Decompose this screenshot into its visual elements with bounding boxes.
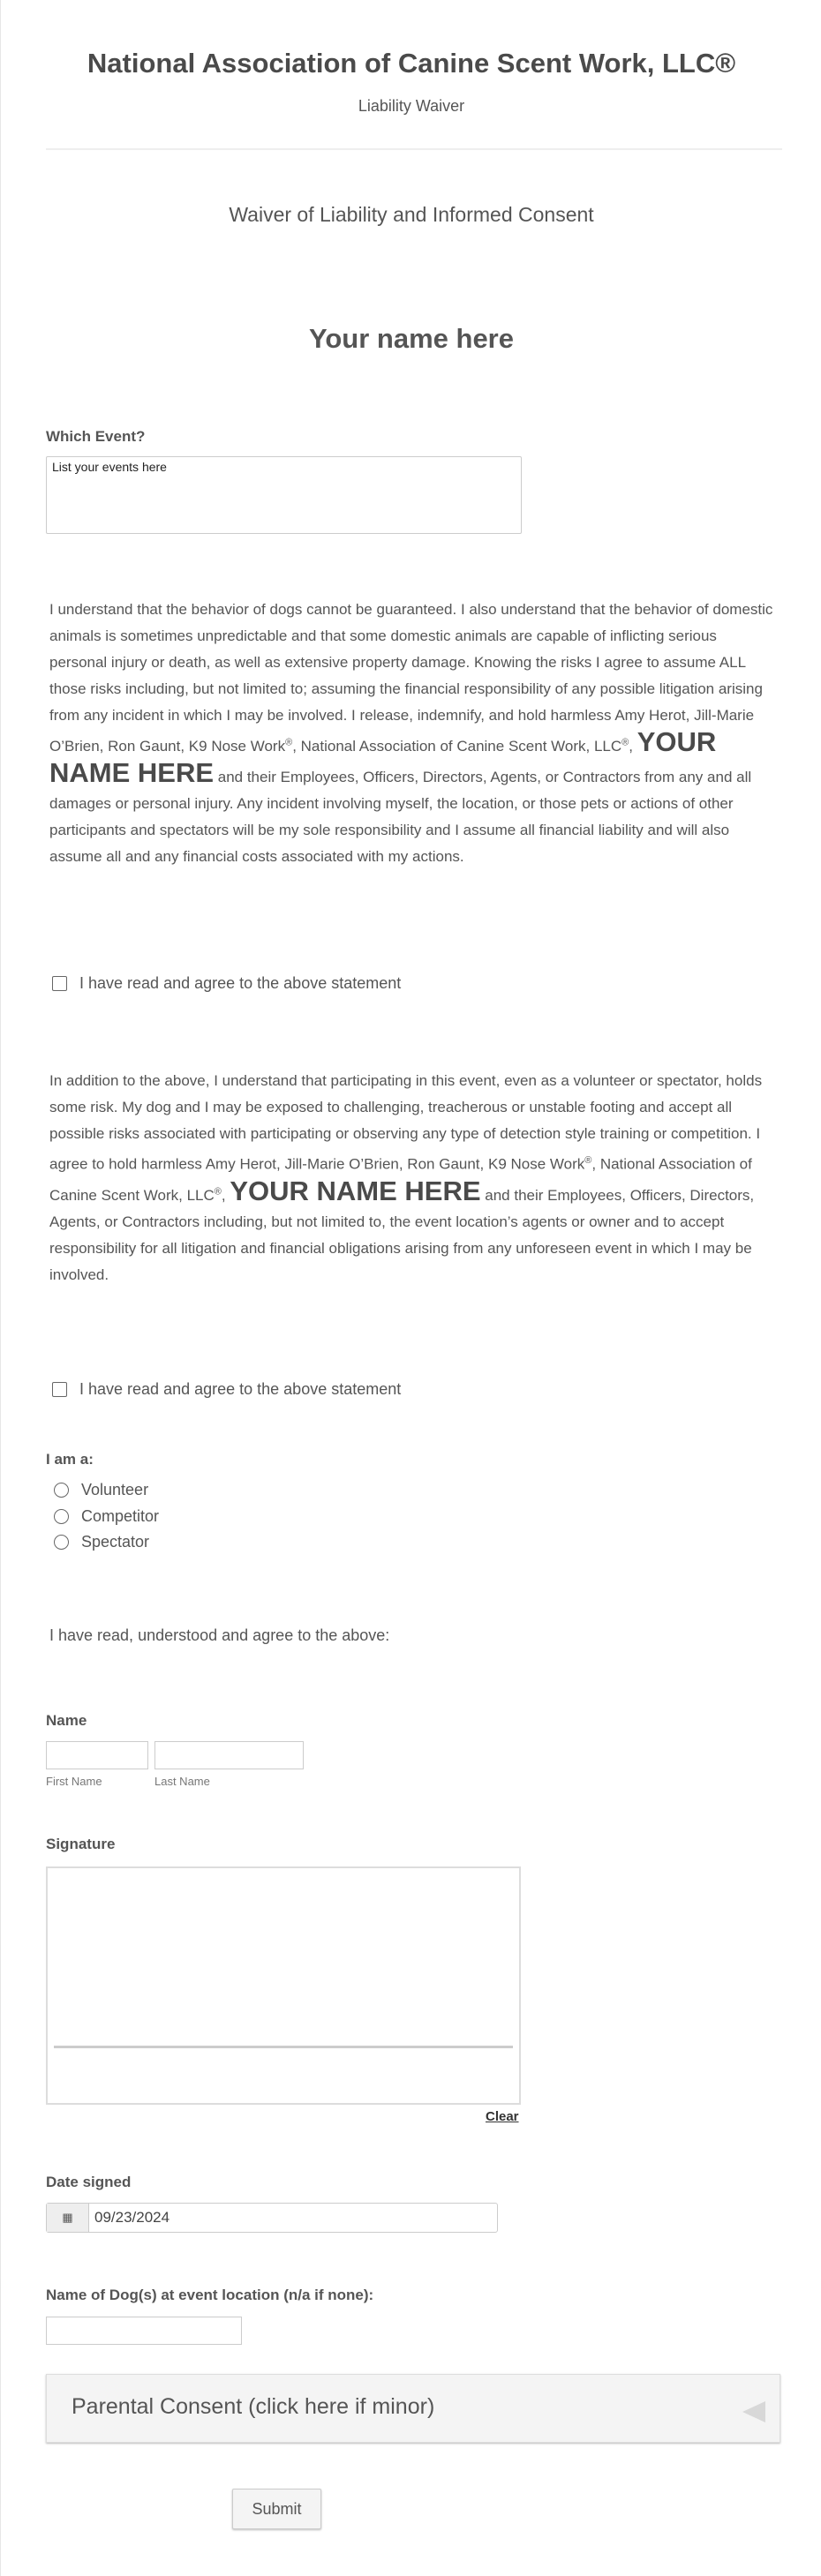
role-label: I am a: xyxy=(46,1451,94,1468)
date-field[interactable] xyxy=(46,2203,498,2233)
radio-icon[interactable] xyxy=(54,1535,69,1550)
para-text: , xyxy=(221,1186,230,1204)
header-divider xyxy=(46,148,782,150)
agree-text: I have read, understood and agree to the above: xyxy=(49,1626,390,1644)
radio-icon[interactable] xyxy=(54,1509,69,1524)
radio-label: Volunteer xyxy=(81,1481,149,1498)
checkbox-label: I have read and agree to the above statement xyxy=(79,1380,402,1398)
para-text: , xyxy=(629,738,637,755)
collapse-arrow-icon xyxy=(742,2401,765,2422)
waiver-heading: Waiver of Liability and Informed Consent xyxy=(229,203,594,226)
radio-spectator[interactable] xyxy=(54,1533,149,1551)
registered-mark: ® xyxy=(584,1155,592,1166)
checkbox-icon[interactable] xyxy=(52,1382,67,1397)
agree-checkbox-1[interactable] xyxy=(52,974,401,993)
radio-icon[interactable] xyxy=(54,1483,69,1498)
radio-competitor[interactable] xyxy=(54,1507,159,1526)
name-heading: Your name here xyxy=(308,323,514,354)
first-name-sublabel: First Name xyxy=(46,1775,102,1788)
registered-mark: ® xyxy=(621,737,629,748)
name-label: Name xyxy=(46,1712,87,1729)
checkbox-icon[interactable] xyxy=(52,976,67,991)
para-text: I understand that the behavior of dogs cannot be guaranteed. I also understand that the behavior of domestic animals is sometimes unpredictable and that some domestic animals are capable of inflicting serious personal injury or death, as well as extensive property damage. Knowing the risks I agree to assume ALL those risks including, but not limited to; assuming the financial responsibility of any possible litigation arising from any incident in which I may be involved. I release, indemnify, and hold harmless Amy Herot, Jill-Marie O’Brien, Ron Gaunt, K9 Nose Work xyxy=(49,601,773,755)
radio-volunteer[interactable] xyxy=(54,1481,148,1499)
parental-consent-collapsible[interactable] xyxy=(46,2374,780,2443)
parental-consent-label: Parental Consent (click here if minor) xyxy=(72,2394,435,2419)
dog-name-input[interactable] xyxy=(46,2317,242,2345)
calendar-icon[interactable]: ▦ xyxy=(47,2204,89,2232)
radio-label: Spectator xyxy=(81,1533,150,1551)
form-subtitle: Liability Waiver xyxy=(358,97,465,115)
checkbox-label: I have read and agree to the above statement xyxy=(79,974,402,992)
clear-signature-link[interactable]: Clear xyxy=(486,2109,519,2124)
liability-paragraph-1 xyxy=(49,597,778,870)
last-name-sublabel: Last Name xyxy=(154,1775,210,1788)
form-title: National Association of Canine Scent Work, LLC® xyxy=(87,48,736,79)
submit-button[interactable]: Submit xyxy=(232,2489,321,2529)
date-input[interactable]: 09/23/2024 xyxy=(94,2209,170,2226)
big-name-placeholder: YOUR NAME HERE xyxy=(230,1175,481,1206)
signature-label: Signature xyxy=(46,1836,116,1852)
signature-pad[interactable] xyxy=(46,1866,521,2105)
registered-mark: ® xyxy=(285,737,293,748)
para-text: and their Employees, Officers, Directors, Agents, or Contractors including, but not limited to, the event location’s agents or owner and to accept responsibility for all litigation and financial obligations arising from any unforeseen event in which I may be involved. xyxy=(49,1186,755,1283)
agree-checkbox-2[interactable] xyxy=(52,1380,401,1399)
para-text: , National Association of Canine Scent Work, LLC xyxy=(49,1155,752,1204)
para-text: In addition to the above, I understand that participating in this event, even as a volunteer or spectator, holds some risk. My dog and I may be exposed to challenging, treacherous or unstable footing and accept all possible risks associated with participating or observing any type of detection style training or competition. I agree to hold harmless Amy Herot, Jill-Marie O’Brien, Ron Gaunt, K9 Nose Work xyxy=(49,1072,763,1173)
para-text: , National Association of Canine Scent Work, LLC xyxy=(292,738,622,755)
liability-paragraph-2 xyxy=(49,1068,778,1288)
para-text: and their Employees, Officers, Directors, Agents, or Contractors from any and all damages or personal injury. Any incident involving myself, the location, or those pets or actions of other participants and spectators will be my sole responsibility and I assume all financial liability and will also assume all and any financial costs associated with my actions. xyxy=(49,769,752,865)
first-name-input[interactable] xyxy=(46,1741,148,1769)
registered-mark: ® xyxy=(214,1186,222,1197)
last-name-input[interactable] xyxy=(154,1741,304,1769)
radio-label: Competitor xyxy=(81,1507,160,1525)
big-name-placeholder: YOUR NAME HERE xyxy=(49,726,717,788)
signature-line xyxy=(54,2046,513,2048)
dog-name-label: Name of Dog(s) at event location (n/a if none): xyxy=(46,2287,374,2303)
date-label: Date signed xyxy=(46,2174,132,2190)
event-label: Which Event? xyxy=(46,428,146,445)
event-textarea[interactable] xyxy=(46,456,522,534)
